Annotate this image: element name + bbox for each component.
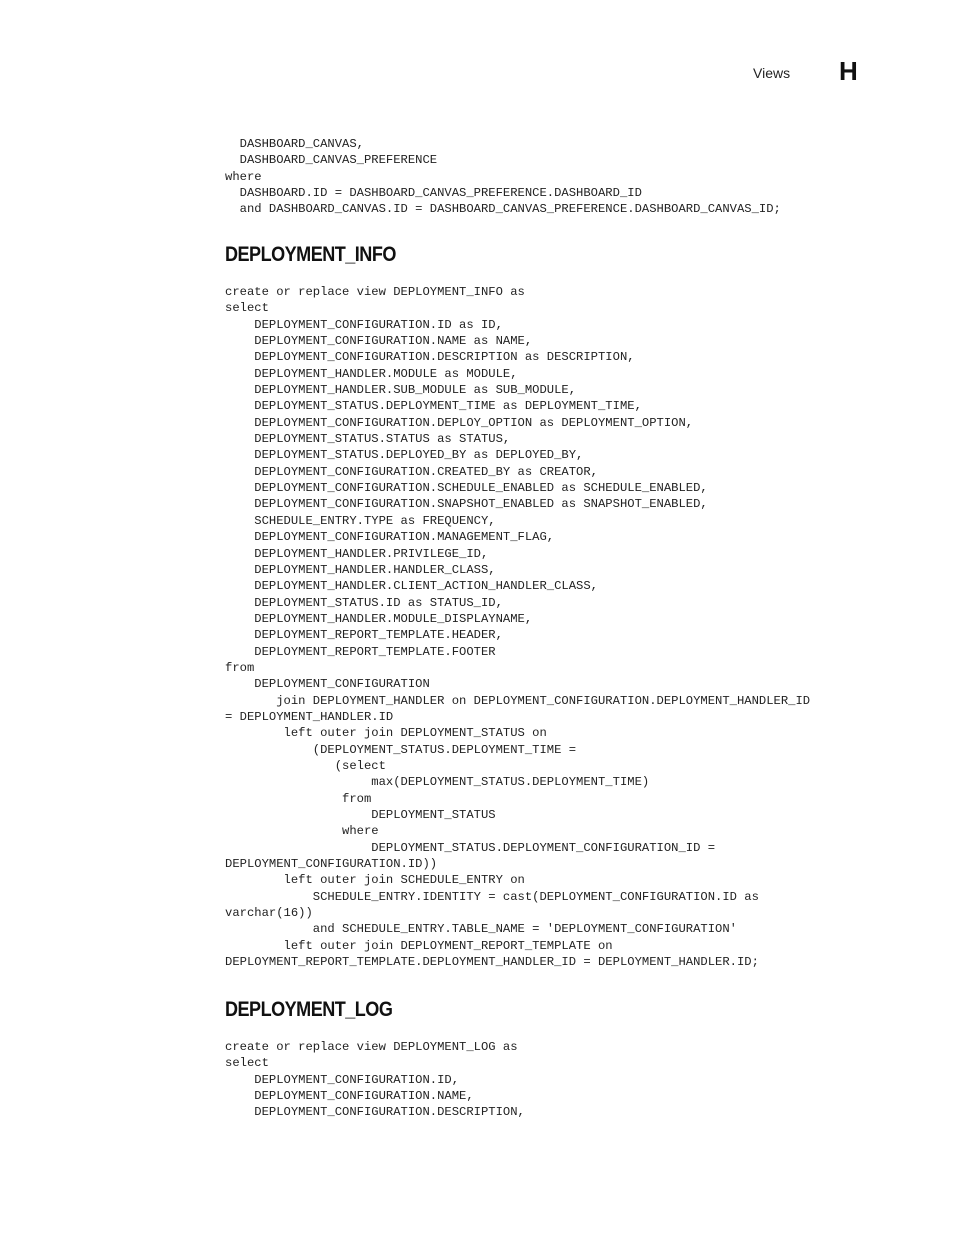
running-header-chapter-letter: H xyxy=(839,56,858,86)
section-heading-deployment-info: DEPLOYMENT_INFO xyxy=(225,243,396,266)
section-heading-deployment-log: DEPLOYMENT_LOG xyxy=(225,998,393,1021)
code-block-dashboard-canvas: DASHBOARD_CANVAS, DASHBOARD_CANVAS_PREFERENCE where DASHBOARD.ID = DASHBOARD_CANVAS_PREFERENCE.DASHBOARD_ID and DASHBOARD_CANVAS.ID = DASHBOARD_CANVAS_PREFERENCE.DASHBOARD_CANVAS_ID; xyxy=(225,137,781,217)
code-block-deployment-log: create or replace view DEPLOYMENT_LOG as select DEPLOYMENT_CONFIGURATION.ID, DEPLOYMENT_CONFIGURATION.NAME, DEPLOYMENT_CONFIGURATION.DESCRIPTION, xyxy=(225,1040,525,1120)
running-header-section: Views xyxy=(753,65,791,81)
code-block-deployment-info: create or replace view DEPLOYMENT_INFO as select DEPLOYMENT_CONFIGURATION.ID as ID, DEPLOYMENT_CONFIGURATION.NAME as NAME, DEPLOYMENT_CONFIGURATION.DESCRIPTION as DESCRIPTION, DEPLOYMENT_HANDLER.MODULE as MODULE, DEPLOYMENT_HANDLER.SUB_MODULE as SUB_MODULE, DEPLOYMENT_STATUS.DEPLOYMENT_TIME as DEPLOYMENT_TIME, DEPLOYMENT_CONFIGURATION.DEPLOY_OPTION as DEPLOYMENT_OPTION, DEPLOYMENT_STATUS.STATUS as STATUS, DEPLOYMENT_STATUS.DEPLOYED_BY as DEPLOYED_BY, DEPLOYMENT_CONFIGURATION.CREATED_BY as CREATOR, DEPLOYMENT_CONFIGURATION.SCHEDULE_ENABLED as SCHEDULE_ENABLED, DEPLOYMENT_CONFIGURATION.SNAPSHOT_ENABLED as SNAPSHOT_ENABLED, SCHEDULE_ENTRY.TYPE as FREQUENCY, DEPLOYMENT_CONFIGURATION.MANAGEMENT_FLAG, DEPLOYMENT_HANDLER.PRIVILEGE_ID, DEPLOYMENT_HANDLER.HANDLER_CLASS, DEPLOYMENT_HANDLER.CLIENT_ACTION_HANDLER_CLASS, DEPLOYMENT_STATUS.ID as STATUS_ID, DEPLOYMENT_HANDLER.MODULE_DISPLAYNAME, DEPLOYMENT_REPORT_TEMPLATE.HEADER, DEPLOYMENT_REPORT_TEMPLATE.FOOTER from DEPLOYMENT_CONFIGURATION join DEPLOYMENT_HANDLER on DEPLOYMENT_CONFIGURATION.DEPLOYMENT_HANDLER_ID = DEPLOYMENT_HANDLER.ID left outer join DEPLOYMENT_STATUS on (DEPLOYMENT_STATUS.DEPLOYMENT_TIME = (select max(DEPLOYMENT_STATUS.DEPLOYMENT_TIME) from DEPLOYMENT_STATUS where DEPLOYMENT_STATUS.DEPLOYMENT_CONFIGURATION_ID = DEPLOYMENT_CONFIGURATION.ID)) left outer join SCHEDULE_ENTRY on SCHEDULE_ENTRY.IDENTITY = cast(DEPLOYMENT_CONFIGURATION.ID as varchar(16)) and SCHEDULE_ENTRY.TABLE_NAME = 'DEPLOYMENT_CONFIGURATION' left outer join DEPLOYMENT_REPORT_TEMPLATE on DEPLOYMENT_REPORT_TEMPLATE.DEPLOYMENT_HANDLER_ID = DEPLOYMENT_HANDLER.ID; xyxy=(225,285,811,970)
